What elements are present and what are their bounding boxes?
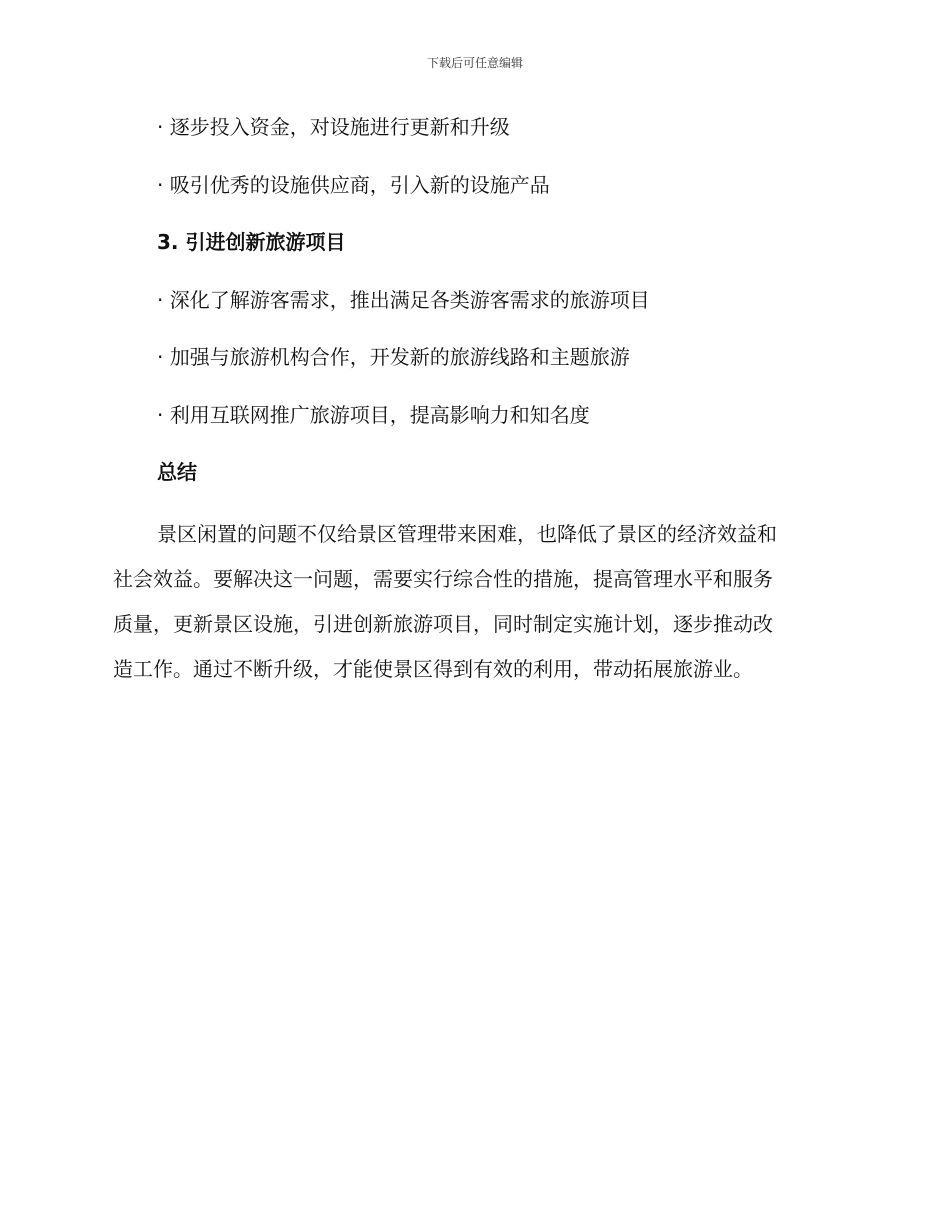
bullet-item: · 吸引优秀的设施供应商，引入新的设施产品 — [157, 172, 550, 197]
summary-paragraph — [113, 512, 835, 692]
paragraph-line: 社会效益。要解决这一问题，需要实行综合性的措施，提高管理水平和服务 — [113, 566, 773, 591]
bullet-item: · 利用互联网推广旅游项目，提高影响力和知名度 — [157, 402, 590, 427]
bullet-item: · 深化了解游客需求，推出满足各类游客需求的旅游项目 — [157, 287, 650, 312]
section-heading: 3. 引进创新旅游项目 — [157, 230, 346, 254]
document-body — [113, 112, 835, 692]
summary-heading: 总结 — [157, 460, 197, 484]
paragraph-line: 质量，更新景区设施，引进创新旅游项目，同时制定实施计划，逐步推动改 — [113, 611, 773, 636]
paragraph-line: 景区闲置的问题不仅给景区管理带来困难，也降低了景区的经济效益和 — [157, 521, 777, 546]
paragraph-line: 造工作。通过不断升级，才能使景区得到有效的利用，带动拓展旅游业。 — [113, 656, 753, 681]
bullet-item: · 逐步投入资金，对设施进行更新和升级 — [157, 115, 510, 139]
page-header: 下载后可任意编辑 — [426, 56, 523, 70]
bullet-item: · 加强与旅游机构合作，开发新的旅游线路和主题旅游 — [157, 345, 630, 369]
